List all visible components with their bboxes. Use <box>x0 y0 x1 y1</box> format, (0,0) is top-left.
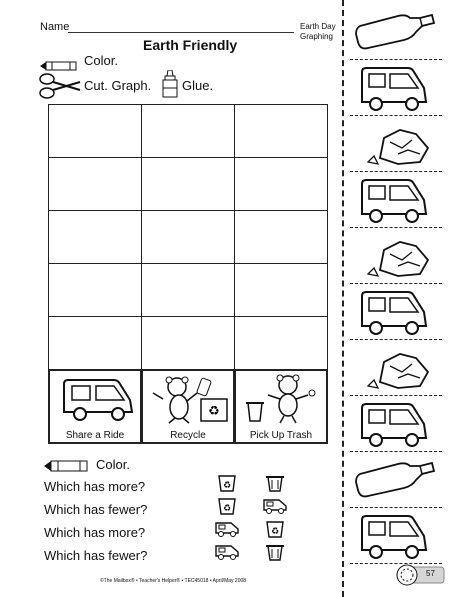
graph-cell[interactable] <box>234 157 328 211</box>
van-icon[interactable] <box>214 543 240 561</box>
column-pick-up-trash <box>234 369 328 444</box>
graph-cell[interactable] <box>141 157 235 211</box>
step-glue: Glue. <box>182 78 214 93</box>
graph-cell[interactable] <box>234 210 328 264</box>
graph-cell[interactable] <box>141 316 235 370</box>
question: Which has fewer? <box>44 548 148 563</box>
column-recycle <box>141 369 235 444</box>
trash-child-icon <box>238 373 328 425</box>
graph-cell[interactable] <box>234 104 328 158</box>
glue-bottle-icon <box>162 70 178 98</box>
topic-label <box>300 22 336 42</box>
question: Which has more? <box>44 525 146 540</box>
name-label: Name <box>40 21 70 33</box>
footer-credit: ©The Mailbox® • Teacher's Helper® • TEC45018 • April/May 2008 <box>100 578 247 584</box>
cutout-trash-icon[interactable] <box>350 118 442 172</box>
column-share-a-ride <box>48 369 142 444</box>
svg-text:♻: ♻ <box>270 527 280 537</box>
column-label: Pick Up Trash <box>249 430 313 441</box>
question: Which has more? <box>44 479 146 494</box>
recycle-child-icon <box>145 373 235 425</box>
recycle-bin-icon[interactable] <box>214 474 240 492</box>
cut-line <box>342 0 344 597</box>
van-icon[interactable] <box>214 520 240 538</box>
graph-cell[interactable] <box>48 157 142 211</box>
trash-can-icon[interactable] <box>262 474 288 492</box>
svg-text:♻: ♻ <box>222 481 232 491</box>
name-line[interactable] <box>68 32 294 33</box>
svg-text:♻: ♻ <box>222 504 232 514</box>
trash-can-icon[interactable] <box>262 543 288 561</box>
recycle-bin-icon[interactable] <box>214 497 240 515</box>
cutout-van-icon[interactable] <box>350 510 442 564</box>
question: Which has fewer? <box>44 502 148 517</box>
topic-line-2: Graphing <box>300 32 333 41</box>
van-icon[interactable] <box>262 497 288 515</box>
crayon-icon <box>40 58 80 68</box>
graph-cell[interactable] <box>141 263 235 317</box>
van-icon <box>52 374 142 424</box>
cutout-trash-icon[interactable] <box>350 230 442 284</box>
column-label: Share a Ride <box>65 430 125 441</box>
topic-line-1: Earth Day <box>300 22 336 31</box>
crayon-icon <box>44 459 90 471</box>
graph-cell[interactable] <box>141 104 235 158</box>
graph-cell[interactable] <box>234 316 328 370</box>
step-cut-graph: Cut. Graph. <box>84 78 152 93</box>
cutout-van-icon[interactable] <box>350 286 442 340</box>
page-number-badge <box>396 564 446 586</box>
cutout-bottle-icon[interactable] <box>350 6 442 60</box>
column-label: Recycle <box>170 430 206 441</box>
cutout-van-icon[interactable] <box>350 398 442 452</box>
step-color: Color. <box>84 53 118 68</box>
graph-cell[interactable] <box>48 210 142 264</box>
graph-cell[interactable] <box>141 210 235 264</box>
cut-line-top <box>342 0 344 10</box>
graph-cell[interactable] <box>48 263 142 317</box>
page-title: Earth Friendly <box>143 37 238 53</box>
question-color: Color. <box>96 457 130 472</box>
graph-cell[interactable] <box>48 104 142 158</box>
graph-cell[interactable] <box>234 263 328 317</box>
page-number: 57 <box>426 569 435 578</box>
cutout-bottle-icon[interactable] <box>350 454 442 508</box>
cutout-trash-icon[interactable] <box>350 342 442 396</box>
scissors-icon <box>38 72 82 100</box>
recycle-bin-icon[interactable] <box>262 520 288 538</box>
cutout-van-icon[interactable] <box>350 174 442 228</box>
graph-cell[interactable] <box>48 316 142 370</box>
svg-text:♻: ♻ <box>208 404 220 419</box>
cutout-van-icon[interactable] <box>350 62 442 116</box>
